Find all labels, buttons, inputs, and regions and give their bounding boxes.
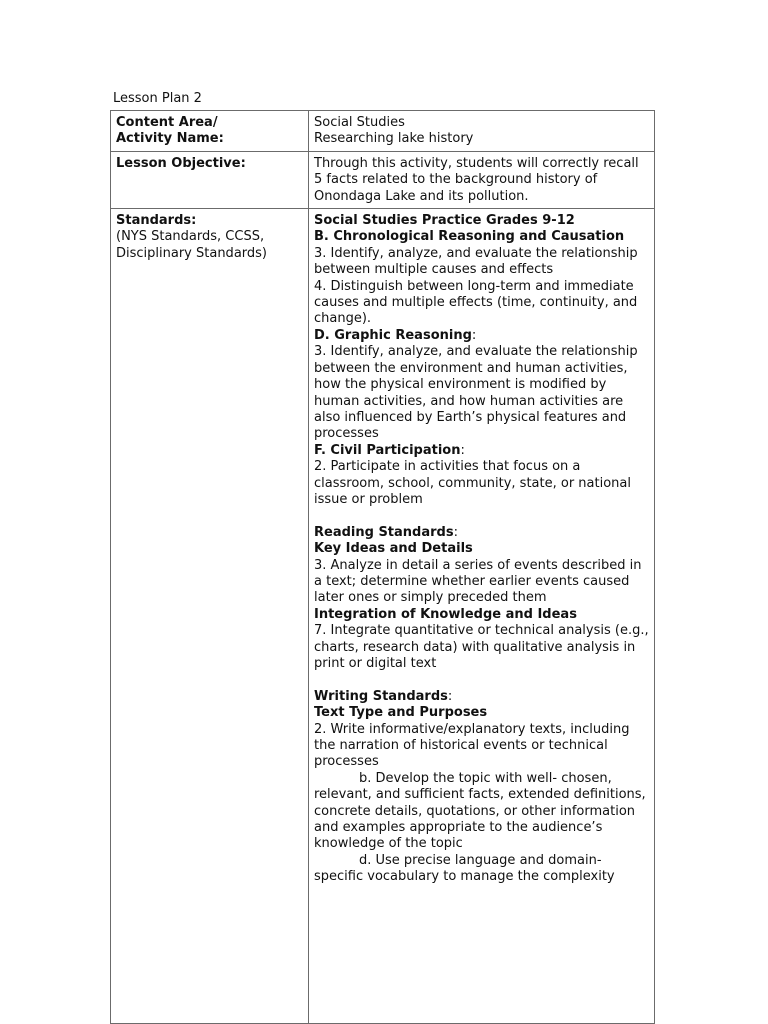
standard-f2: 2. Participate in activities that focus on a classroom, school, community, state, or national issue or problem <box>314 459 631 507</box>
standards-content <box>314 213 650 1020</box>
content-area-value-cell <box>309 111 655 152</box>
standard-w2d-text: d. Use precise language and domain-specific vocabulary to manage the complexity <box>314 852 615 885</box>
reading-standards-line <box>314 525 650 541</box>
standard-r3: 3. Analyze in detail a series of events described in a text; determine whether earlier events caused later ones or simply preceded them <box>314 557 642 606</box>
content-area-value: Social Studies <box>314 115 405 130</box>
content-area-row <box>111 111 655 152</box>
civil-participation-heading: F. Civil Participation <box>314 442 461 458</box>
content-area-label-cell <box>111 111 309 152</box>
standard-r7: 7. Integrate quantitative or technical analysis (e.g., charts, research data) with qualitative analysis in print or digital text <box>314 623 649 671</box>
standard-w2b-text: b. Develop the topic with well- chosen, relevant, and sufficient facts, extended definitions, concrete details, quotations, or other information and examples appropriate to the audience’s knowledge of the topic <box>314 770 646 852</box>
content-area-label: Content Area/ <box>116 115 218 130</box>
standards-label: Standards: <box>116 213 197 229</box>
objective-value-cell <box>309 151 655 208</box>
objective-row <box>111 151 655 208</box>
objective-text: Through this activity, students will correctly recall 5 facts related to the background history of Onondaga Lake and its pollution. <box>314 155 639 204</box>
standard-w2d <box>314 853 650 886</box>
standards-value-cell <box>309 209 655 1024</box>
key-ideas-heading: Key Ideas and Details <box>314 541 473 557</box>
standard-b4: 4. Distinguish between long-term and immediate causes and multiple effects (time, continuity, and change). <box>314 278 638 327</box>
document-title: Lesson Plan 2 <box>113 91 202 106</box>
graphic-reasoning-heading: D. Graphic Reasoning <box>314 327 472 343</box>
activity-name-value: Researching lake history <box>314 131 474 147</box>
text-type-heading: Text Type and Purposes <box>314 705 488 721</box>
chronological-heading: B. Chronological Reasoning and Causation <box>314 229 625 245</box>
objective-label-cell <box>111 151 309 208</box>
standards-row <box>111 209 655 1024</box>
spacer <box>314 508 650 524</box>
civil-participation-colon: : <box>460 442 465 458</box>
graphic-reasoning-line <box>314 328 650 344</box>
activity-name-label: Activity Name: <box>116 131 224 147</box>
writing-standards-heading: Writing Standards <box>314 688 448 704</box>
reading-standards-colon: : <box>453 524 458 540</box>
standard-w2: 2. Write informative/explanatory texts, including the narration of historical events or technical processes <box>314 721 630 770</box>
standards-sublabel: (NYS Standards, CCSS, Disciplinary Standards) <box>116 229 267 261</box>
graphic-reasoning-colon: : <box>471 327 477 343</box>
standard-w2b <box>314 771 650 853</box>
writing-standards-colon: : <box>447 688 453 704</box>
standard-b3: 3. Identify, analyze, and evaluate the relationship between multiple causes and effects <box>314 245 638 278</box>
social-studies-heading: Social Studies Practice Grades 9-12 <box>314 213 575 229</box>
standards-label-cell <box>111 209 309 1024</box>
writing-standards-line <box>314 689 650 705</box>
objective-label: Lesson Objective: <box>116 155 246 171</box>
spacer <box>314 672 650 688</box>
standard-d3: 3. Identify, analyze, and evaluate the relationship between the environment and human activities, how the physical environment is modified by human activities, and how human activities are also influenced by Earth’s physical features and processes <box>314 344 638 442</box>
civil-participation-line <box>314 443 650 459</box>
reading-standards-heading: Reading Standards <box>314 524 454 540</box>
lesson-plan-table <box>110 110 655 1024</box>
integration-heading: Integration of Knowledge and Ideas <box>314 606 577 622</box>
